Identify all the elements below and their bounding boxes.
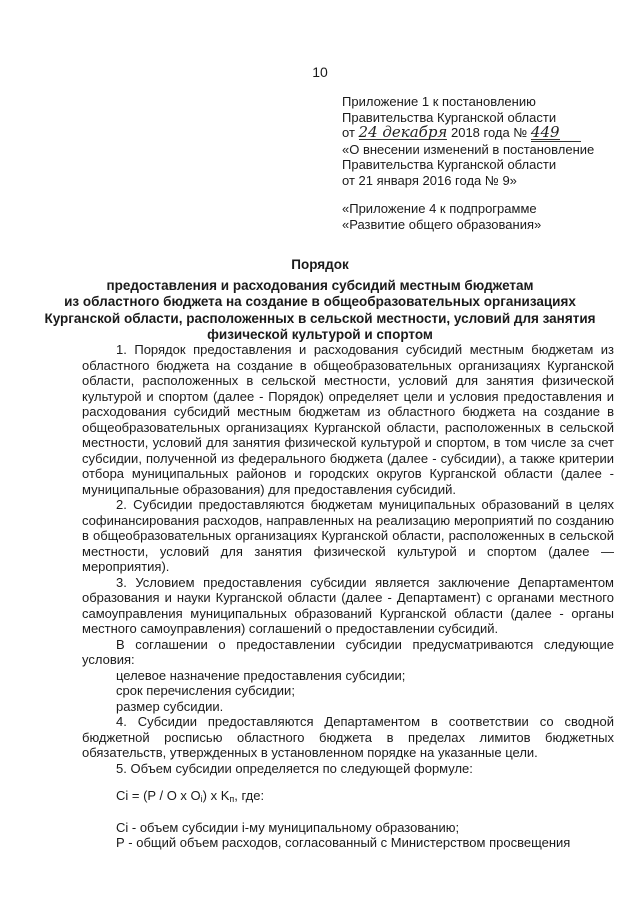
document-title (40, 257, 600, 344)
date-suffix: 2018 года № (450, 125, 528, 140)
appendix-line-1: Приложение 1 к постановлению (342, 94, 536, 109)
document-body (82, 342, 614, 851)
handwritten-number: 449 (530, 123, 560, 141)
title-line-1: предоставления и расходования субсидий местным бюджетам (106, 277, 534, 293)
formula-sub-n: п (229, 794, 235, 804)
paragraph-3-conditions: В соглашении о предоставлении субсидии предусматриваются следующие условия: (82, 636, 614, 667)
appendix-header (342, 94, 632, 188)
list-item-3: размер субсидии. (116, 698, 224, 714)
appendix-line-5: Правительства Курганской области (342, 157, 557, 172)
paragraph-1: 1. Порядок предоставления и расходования субсидий местным бюджетам из областного бюджета на создание в общеобразовательных организациях Курганской области, расположенных в сельской местности, условий для занятия физической культурой и спортом (далее - Порядок) определяет цели и условия предоставления и расходования субсидий местным бюджетам из областного бюджета на создание в общеобразовательных организациях Курганской области, расположенных в сельской местности, условий для занятия физической культурой и спортом, в том числе за счет субсидии, полученной из федерального бюджета (далее - субсидии), а также критерии отбора муниципальных районов и городских округов Курганской области (далее - муниципальные образования) для предоставления субсидий. (82, 342, 614, 497)
title-line-0: Порядок (291, 257, 349, 272)
paragraph-5: 5. Объем субсидии определяется по следующей формуле: (116, 760, 473, 776)
paragraph-3: 3. Условием предоставления субсидии является заключение Департаментом образования и науки Курганской области (далее - Департамент) с органами местного самоуправления муниципальных образований Курганской области (далее - органы местного самоуправления) соглашений о предоставлении субсидий. (82, 574, 614, 636)
date-prefix: от (342, 125, 355, 140)
formula (82, 788, 614, 808)
definition-ci: Ci - объем субсидии i-му муниципальному образованию; (116, 819, 460, 835)
appendix-line-6: от 21 января 2016 года № 9» (342, 172, 517, 188)
list-item-1: целевое назначение предоставления субсидии; (116, 667, 406, 683)
appendix-line-2: Правительства Курганской области (342, 109, 557, 125)
title-line-4: физической культурой и спортом (207, 327, 433, 342)
sub-appendix-line-1: «Приложение 4 к подпрограмме (342, 201, 537, 216)
handwritten-date: 24 декабря (358, 123, 448, 141)
definition-p: Р - общий объем расходов, согласованный с Министерством просвещения (116, 835, 571, 850)
page-number: 10 (312, 64, 328, 80)
paragraph-4: 4. Субсидии предоставляются Департаментом в соответствии со сводной бюджетной росписью областного бюджета в пределах лимитов бюджетных обязательств, утвержденных в установленном порядке на указанные цели. (82, 714, 614, 760)
formula-end: , где: (234, 788, 265, 803)
title-line-2: из областного бюджета на создание в общеобразовательных организациях (64, 294, 576, 309)
sub-appendix-header (342, 201, 632, 233)
title-line-3: Курганской области, расположенных в сельской местности, условий для занятия (44, 310, 596, 326)
formula-sub-i: i (200, 794, 203, 804)
appendix-line-4: «О внесении изменений в постановление (342, 141, 595, 157)
formula-main: Ci = (P / O x O (116, 788, 201, 803)
paragraph-2: 2. Субсидии предоставляются бюджетам муниципальных образований в целях софинансирования расходов, направленных на реализацию мероприятий по созданию в общеобразовательных организациях Курганской области, расположенных в сельской местности, условий для занятия физической культурой и спортом (далее — мероприятия). (82, 497, 614, 574)
formula-mid: ) x K (202, 788, 230, 803)
appendix-date-line (342, 125, 632, 142)
sub-appendix-line-2: «Развитие общего образования» (342, 217, 542, 232)
list-item-2: срок перечисления субсидии; (116, 683, 295, 698)
